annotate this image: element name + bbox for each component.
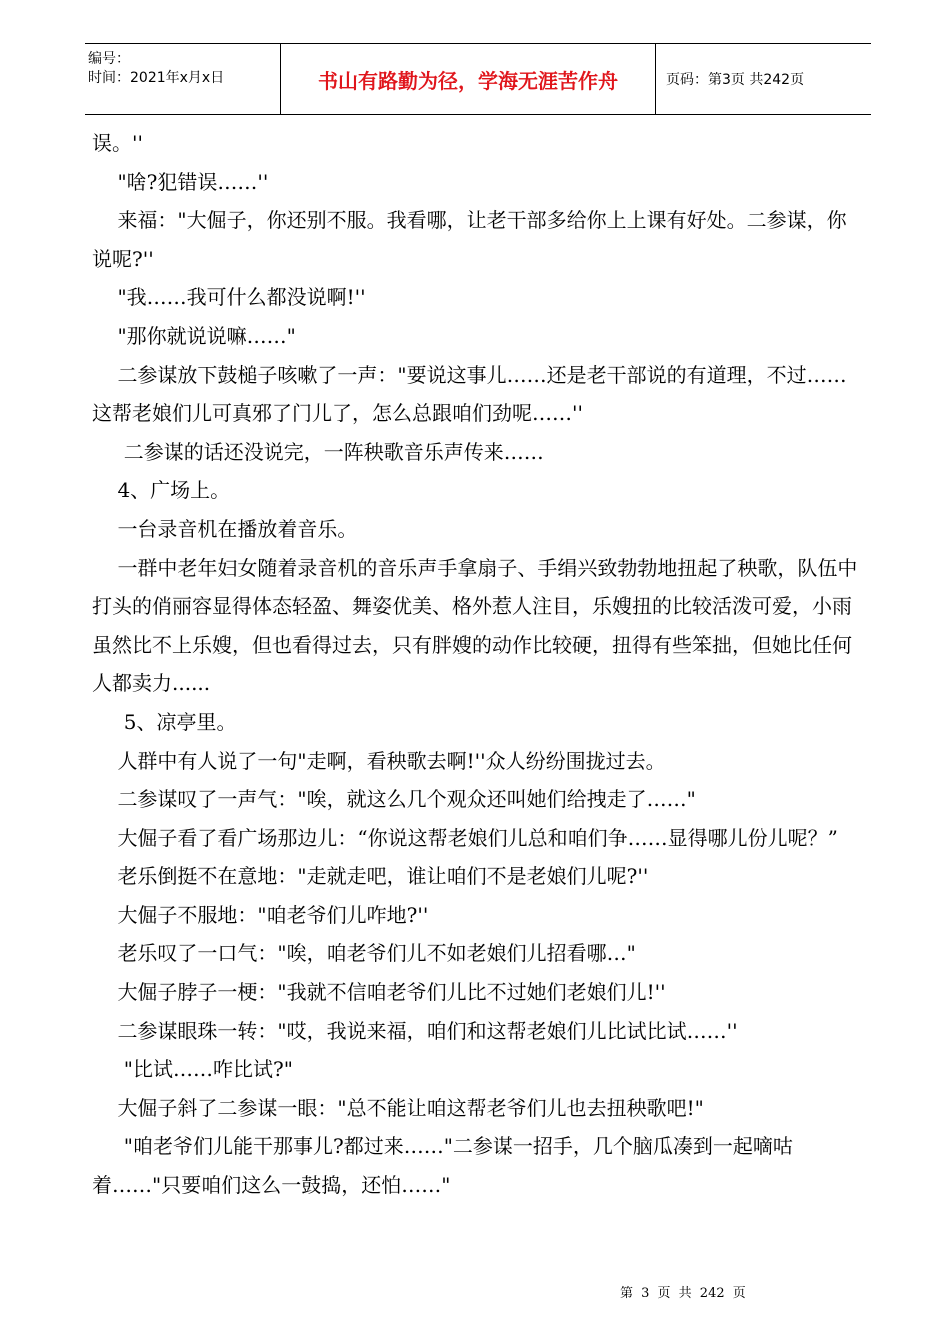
paragraph: 大倔子不服地："咱老爷们儿咋地?'' [92, 902, 429, 927]
paragraph: 二参谋放下鼓槌子咳嗽了一声："要说这事儿……还是老干部说的有道理，不过……这帮老娘们儿可真邪了门儿了，怎么总跟咱们劲呢……'' [92, 362, 847, 426]
paragraph: 误。'' [92, 131, 143, 155]
paragraph: 人群中有人说了一句"走啊，看秧歌去啊!''众人纷纷围拢过去。 [92, 748, 666, 773]
paragraph: 来福："大倔子，你还别不服。我看哪，让老干部多给你上上课有好处。二参谋，你说呢?'' [92, 208, 847, 271]
header-motto: 书山有路勤为径，学海无涯苦作舟 [281, 44, 656, 114]
paragraph: 大倔子看了看广场那边儿：“你说这帮老娘们儿总和咱们争……显得哪儿份儿呢？” [92, 825, 838, 850]
paragraph: 二参谋的话还没说完，一阵秧歌音乐声传来…… [92, 439, 544, 464]
paragraph: 二参谋眼珠一转："哎，我说来福，咱们和这帮老娘们儿比试比试……'' [92, 1018, 738, 1043]
header-number: 编号： [88, 51, 130, 67]
paragraph: 二参谋叹了一声气："唉，就这么几个观众还叫她们给拽走了……" [92, 787, 696, 812]
paragraph: 大倔子脖子一梗："我就不信咱老爷们儿比不过她们老娘们儿!'' [92, 980, 666, 1005]
paragraph: 一群中老年妇女随着录音机的音乐声手拿扇子、手绢兴致勃勃地扭起了秧歌，队伍中打头的俏丽容显得体态轻盈、舞姿优美、格外惹人注目，乐嫂扭的比较活泼可爱，小雨虽然比不上乐嫂，但也看得过去，只有胖嫂的动作比较硬，扭得有些笨拙，但她比任何人都卖力...... [92, 555, 858, 696]
paragraph: 一台录音机在播放着音乐。 [92, 516, 358, 541]
page-footer: 第 3 页 共 242 页 [620, 1286, 746, 1301]
paragraph: 4、广场上。 [92, 478, 231, 503]
document-body [92, 124, 862, 1205]
paragraph: 老乐叹了一口气："唉，咱老爷们儿不如老娘们儿招看哪…" [92, 941, 636, 966]
paragraph: "啥?犯错误……'' [92, 169, 269, 194]
paragraph: 5、凉亭里。 [92, 709, 237, 734]
page-header [85, 43, 871, 115]
header-time: 时间：2021年x月x日 [88, 70, 225, 86]
paragraph: 老乐倒挺不在意地："走就走吧，谁让咱们不是老娘们儿呢?'' [92, 864, 649, 889]
paragraph: "我……我可什么都没说啊!'' [92, 285, 366, 310]
paragraph: "咱老爷们儿能干那事儿?都过来……"二参谋一招手，几个脑瓜凑到一起嘀咕着……"只要咱们这么一鼓捣，还怕……" [92, 1134, 793, 1198]
header-meta [85, 44, 281, 114]
paragraph: "那你就说说嘛……" [92, 323, 296, 348]
header-page-info: 页码：第3页 共242页 [666, 72, 805, 88]
paragraph: 大倔子斜了二参谋一眼："总不能让咱这帮老爷们儿也去扭秧歌吧!" [92, 1095, 704, 1120]
paragraph: "比试……咋比试?" [92, 1057, 293, 1082]
